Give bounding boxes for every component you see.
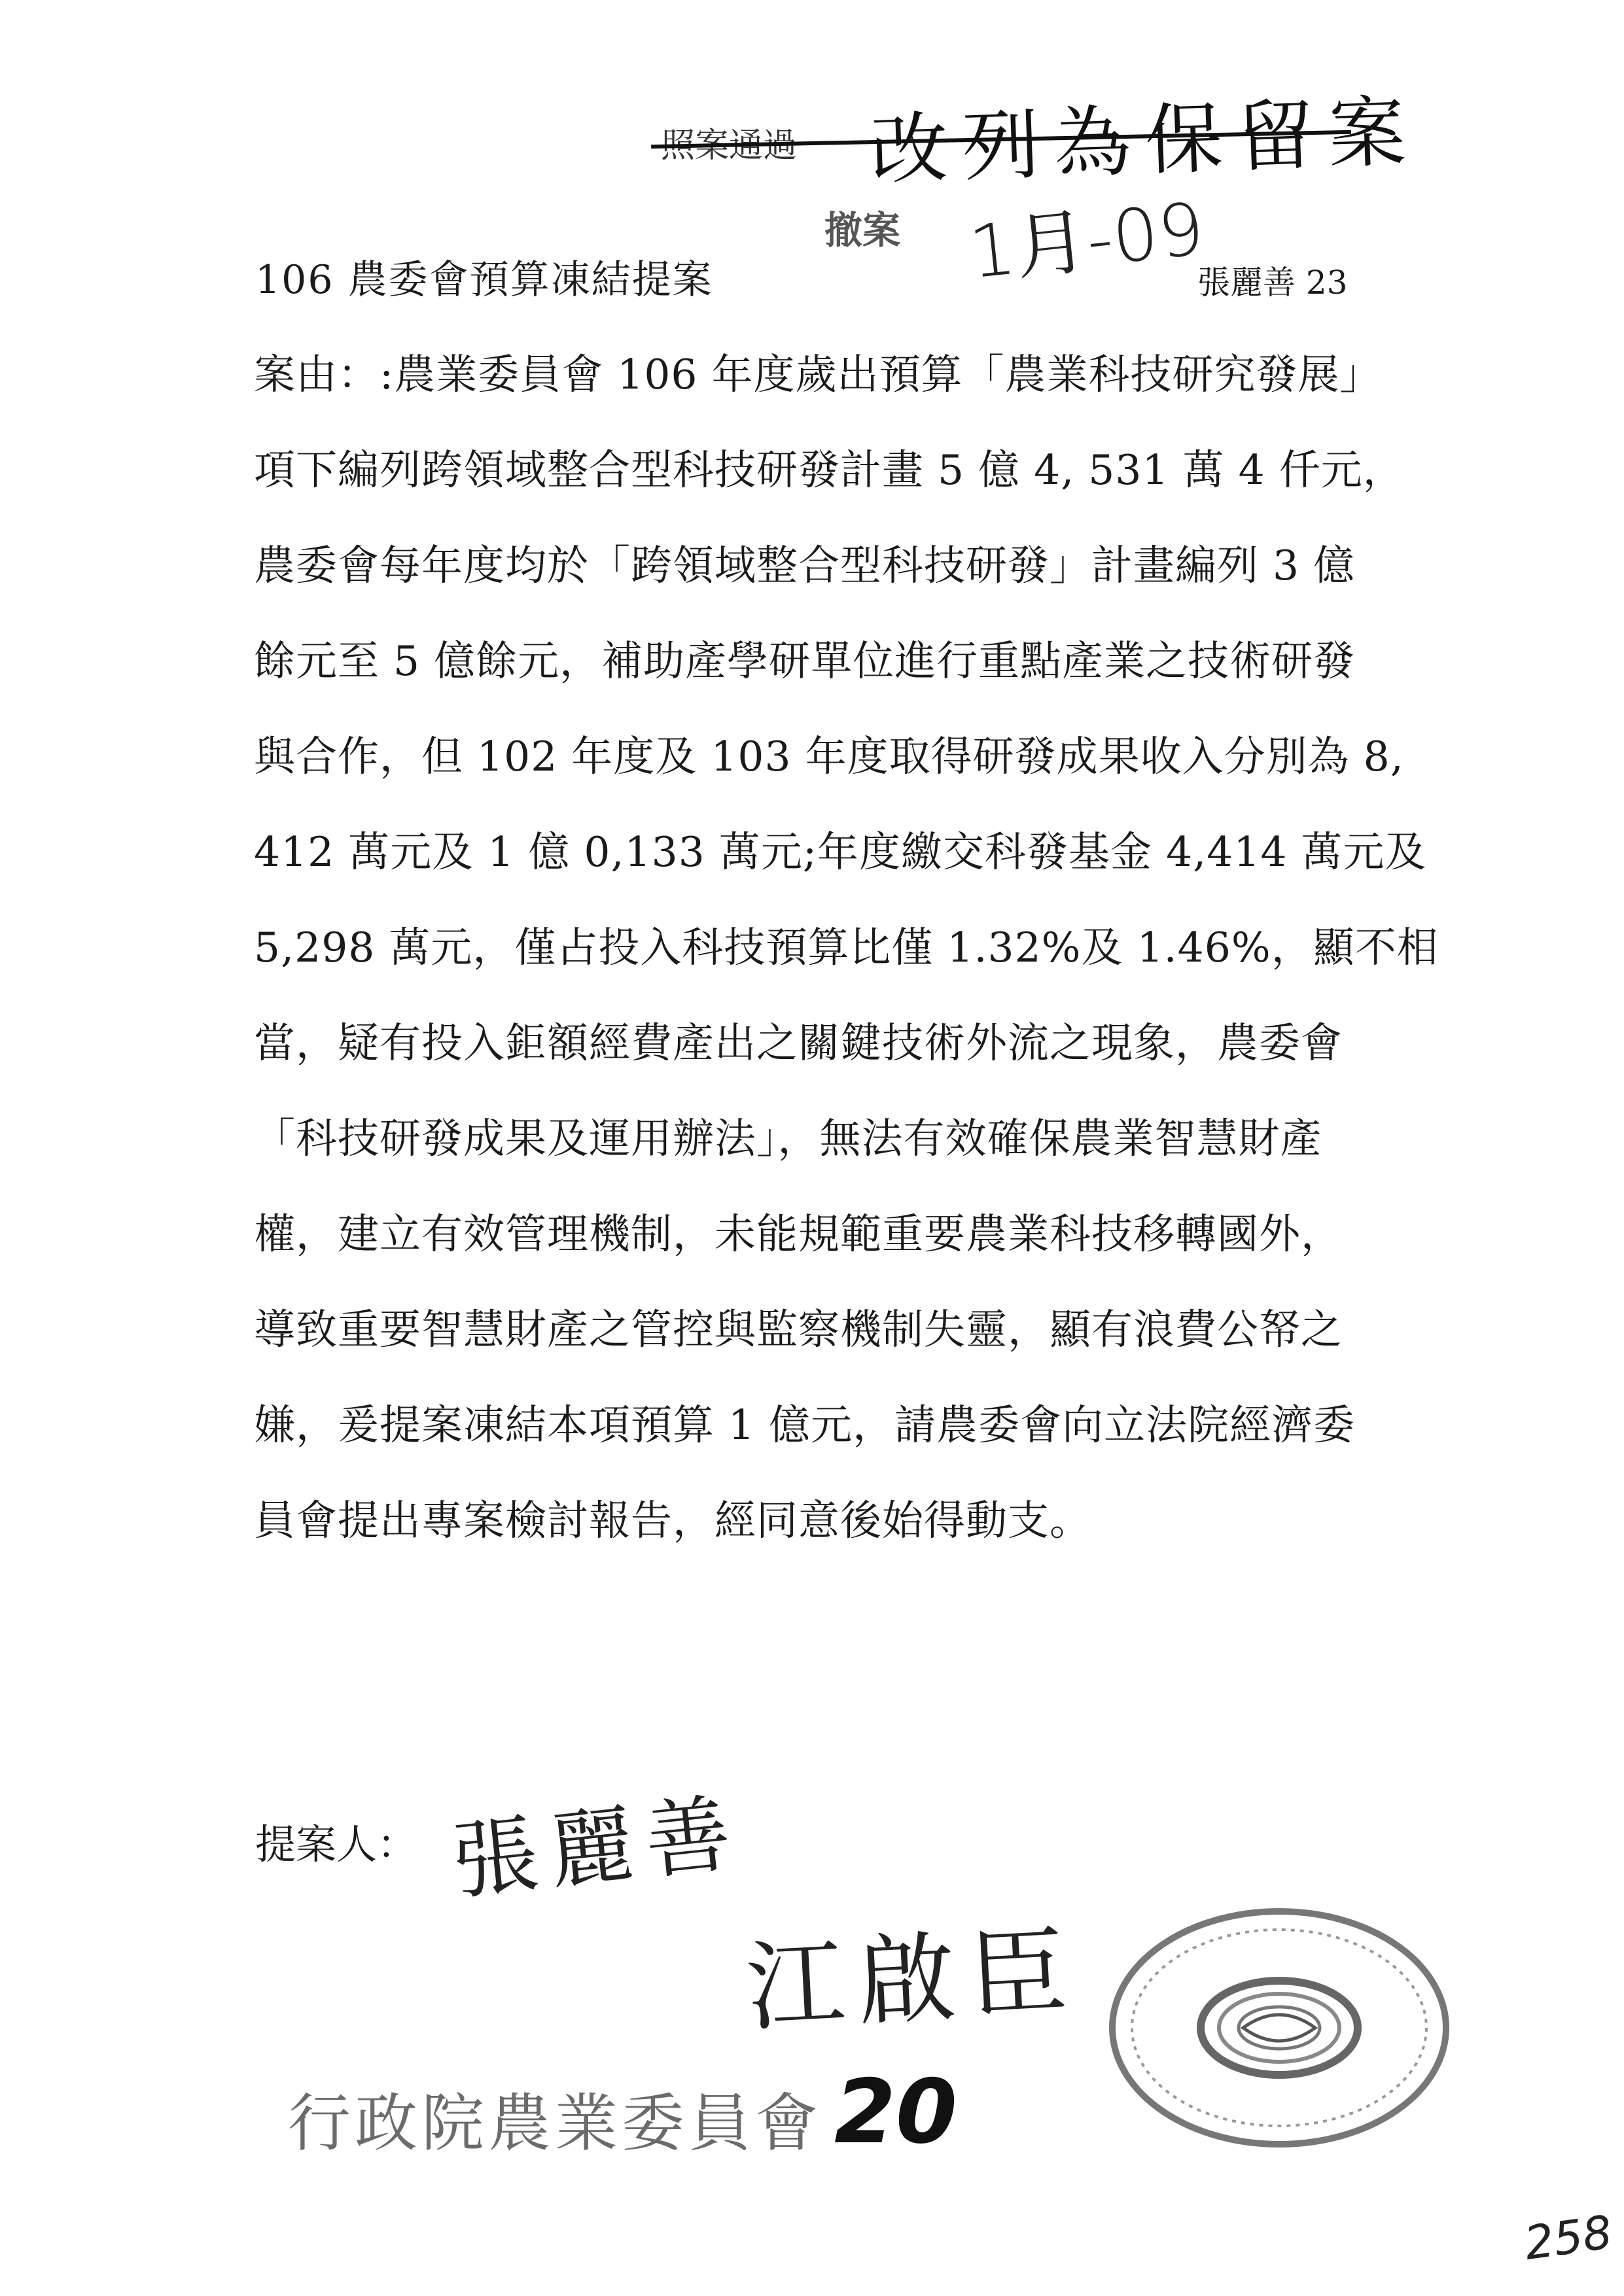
body-line: 農委會每年度均於「跨領域整合型科技研發」計畫編列 3 億 bbox=[254, 542, 1356, 589]
body-line: 餘元至 5 億餘元，補助產學研單位進行重點產業之技術研發 bbox=[254, 637, 1356, 685]
body-line: 員會提出專案檢討報告，經同意後始得動支。 bbox=[254, 1497, 1091, 1544]
signature-1: 張麗善 bbox=[448, 1783, 747, 1912]
body-line: 當，疑有投入鉅額經費產出之關鍵技術外流之現象，農委會 bbox=[254, 1019, 1343, 1067]
body-line: 項下編列跨領域整合型科技研發計畫 5 億 4, 531 萬 4 仟元， bbox=[254, 446, 1405, 494]
handwritten-status: 改列為保留案 bbox=[869, 86, 1422, 196]
body-line: 5,298 萬元，僅占投入科技預算比僅 1.32%及 1.46%，顯不相 bbox=[254, 924, 1439, 971]
page-number: 258 bbox=[1521, 2205, 1615, 2270]
handwritten-date: 1月-09 bbox=[965, 186, 1209, 295]
body-line: 導致重要智慧財產之管控與監察機制失靈，顯有浪費公帑之 bbox=[254, 1306, 1343, 1353]
document-code: 張麗善 23 bbox=[1197, 264, 1348, 302]
body-line: 嫌，爰提案凍結本項預算 1 億元，請農委會向立法院經濟委 bbox=[254, 1401, 1356, 1449]
struck-status-text: 照案通過 bbox=[661, 126, 798, 165]
proposal-body bbox=[254, 327, 1439, 1569]
organization-stamp: 行政院農業委員會 bbox=[288, 2087, 822, 2160]
handwritten-number: 20 bbox=[834, 2061, 957, 2163]
body-line: 權，建立有效管理機制，未能規範重要農業科技移轉國外， bbox=[254, 1210, 1343, 1258]
signature-2: 江啟臣 bbox=[743, 1914, 1083, 2046]
body-line: 「科技研發成果及運用辦法」，無法有效確保農業智慧財產 bbox=[254, 1115, 1322, 1162]
proposer-label: 提案人： bbox=[255, 1820, 418, 1868]
document-title: 106 農委會預算凍結提案 bbox=[255, 257, 713, 303]
official-seal-icon bbox=[1106, 1904, 1453, 2152]
body-line: 與合作，但 102 年度及 103 年度取得研發成果收入分別為 8, bbox=[254, 733, 1404, 780]
withdraw-stamp: 撤案 bbox=[824, 208, 901, 252]
body-line: 412 萬元及 1 億 0,133 萬元;年度繳交科發基金 4,414 萬元及 bbox=[254, 828, 1427, 876]
body-line: 案由：:農業委員會 106 年度歲出預算「農業科技研究發展」 bbox=[254, 351, 1382, 398]
